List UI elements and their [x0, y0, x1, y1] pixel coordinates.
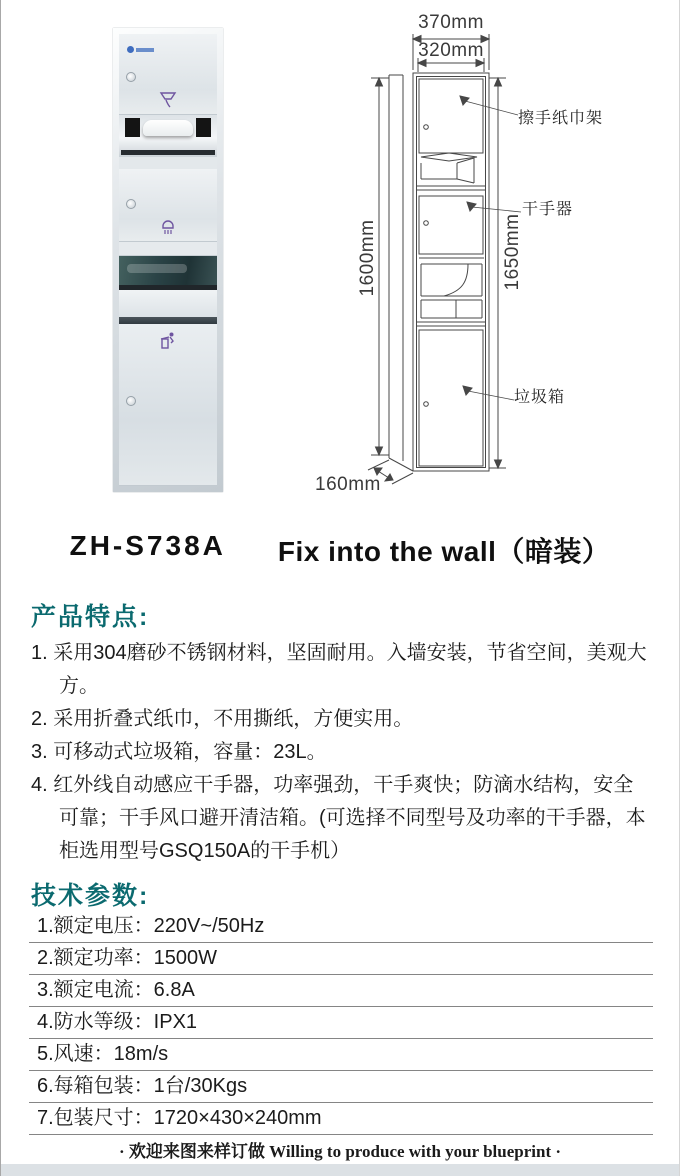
features-heading: 产品特点: [31, 603, 150, 631]
glass-reflection [127, 264, 187, 273]
features-list [31, 637, 649, 868]
middle-panel [119, 157, 217, 169]
bottom-bar [1, 1164, 679, 1176]
towel-dispenser-icon [158, 92, 178, 108]
spec-row: 2.额定功率：1500W [29, 943, 653, 975]
spec-row: 3.额定电流：6.8A [29, 975, 653, 1007]
dim-height-right: 1650mm [502, 213, 523, 291]
specs-table [29, 911, 653, 1135]
lock-icon [126, 396, 136, 406]
dim-depth: 160mm [315, 474, 381, 495]
spec-row: 5.风速：18m/s [29, 1039, 653, 1071]
spec-row: 1.额定电压：220V~/50Hz [29, 911, 653, 943]
product-title [1, 530, 679, 570]
installation-type: Fix into the wall（暗装） [277, 536, 611, 567]
dim-width-outer: 370mm [418, 12, 484, 33]
technical-drawing [356, 8, 646, 508]
slot-left-block [125, 118, 140, 137]
brand-logo-icon [127, 46, 154, 53]
hand-dryer-icon [159, 219, 177, 236]
dim-height-left: 1600mm [357, 219, 378, 297]
drawing-lines [356, 8, 646, 508]
dryer-air-outlet [119, 256, 217, 285]
label-hand-dryer: 干手器 [522, 201, 574, 218]
spec-row: 7.包装尺寸：1720×430×240mm [29, 1103, 653, 1135]
specs-heading: 技术参数: [31, 882, 150, 910]
slot-right-block [196, 118, 211, 137]
feature-item: 4. 红外线自动感应干手器，功率强劲，干手爽快；防滴水结构，安全可靠；干手风口避开清洁箱。(可选择不同型号及功率的干手器，本柜选用型号GSQ150A的干手机） [31, 774, 646, 862]
feature-item: 3. 可移动式垃圾箱，容量：23L。 [31, 741, 327, 763]
lock-icon [126, 72, 136, 82]
lower-panel [119, 290, 217, 317]
dryer-gap-panel [119, 242, 217, 256]
product-photo-body [119, 34, 217, 486]
label-waste-bin: 垃圾箱 [514, 389, 566, 406]
product-photo [113, 28, 223, 492]
footer-slogan: · 欢迎来图来样订做 Willing to produce with your blueprint · [118, 1142, 562, 1161]
trash-icon [158, 332, 178, 349]
towel-dispenser-door [119, 34, 217, 115]
lock-icon [126, 199, 136, 209]
brand-logo-mark [127, 46, 134, 53]
feature-item: 2. 采用折叠式纸巾，不用撕纸，方便实用。 [31, 708, 414, 730]
towel-outlet-slot [119, 115, 217, 157]
label-towel-rack: 擦手纸巾架 [518, 110, 604, 127]
paper-towel [143, 120, 193, 136]
hand-dryer-door [119, 169, 217, 242]
brand-logo-text [136, 48, 154, 52]
dim-width-inner: 320mm [418, 40, 484, 61]
waste-bin-door [119, 324, 217, 486]
bin-top-edge [119, 317, 217, 324]
spec-row: 4.防水等级：IPX1 [29, 1007, 653, 1039]
model-number: ZH-S738A [69, 530, 226, 561]
slot-shadow [121, 150, 215, 155]
spec-row: 6.每箱包装：1台/30Kgs [29, 1071, 653, 1103]
feature-item: 1. 采用304磨砂不锈钢材料，坚固耐用。入墙安装，节省空间，美观大方。 [31, 642, 647, 697]
